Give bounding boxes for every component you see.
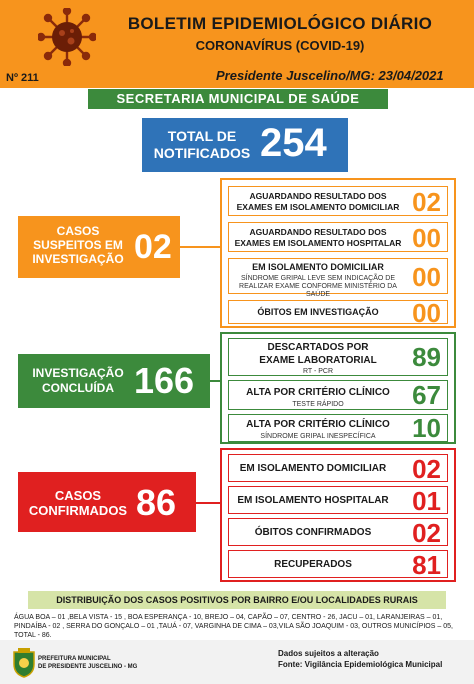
secretaria-bar: SECRETARIA MUNICIPAL DE SAÚDE [88,89,388,109]
place-date: Presidente Juscelino/MG: 23/04/2021 [216,68,444,83]
detail-descartados: DESCARTADOS POR EXAME LABORATORIAL RT - PCR 89 [228,338,448,376]
total-value: 254 [260,121,327,165]
concluida-label: INVESTIGAÇÃO CONCLUÍDA [32,366,124,395]
confirmados-value: 86 [136,482,177,523]
total-notificados-box [142,118,348,172]
municipal-crest-icon [12,648,36,678]
detail-conf-domiciliar: EM ISOLAMENTO DOMICILIAR 02 [228,454,448,482]
suspeitos-label: CASOS SUSPEITOS EM INVESTIGAÇÃO [32,224,124,266]
distribuicao-title: DISTRIBUIÇÃO DOS CASOS POSITIVOS POR BAIRRO E/OU LOCALIDADES RURAIS [28,591,446,609]
detail-aguardando-domiciliar: AGUARDANDO RESULTADO DOS EXAMES EM ISOLAMENTO DOMICILIAR 02 [228,186,448,216]
confirmados-label: CASOS CONFIRMADOS [28,488,128,518]
connector [180,246,220,248]
prefeitura-label: PREFEITURA MUNICIPAL DE PRESIDENTE JUSCELINO - MG [38,656,138,670]
bulletin-title: BOLETIM EPIDEMIOLÓGICO DIÁRIO [127,14,433,33]
suspeitos-details [220,178,456,328]
concluida-details [220,332,456,444]
confirmados-box [18,472,196,532]
detail-alta-teste-rapido: ALTA POR CRITÉRIO CLÍNICO TESTE RÁPIDO 67 [228,380,448,410]
detail-obitos-confirmados: ÓBITOS CONFIRMADOS 02 [228,518,448,546]
bulletin-number: Nº 211 [6,72,39,84]
connector [196,502,220,504]
concluida-box [18,354,210,408]
suspeitos-value: 02 [134,228,172,266]
detail-aguardando-hospitalar: AGUARDANDO RESULTADO DOS EXAMES EM ISOLAMENTO HOSPITALAR 00 [228,222,448,252]
distribuicao-text: ÁGUA BOA – 01 ,BELA VISTA - 15 , BOA ESPERANÇA - 10, BREJO – 04, CAPÃO – 07, CENTRO - 26, JACU – 01, LARANJEIRAS – 01, PINDAÍBA - 02 , SERRA DO GONÇALO – 01 ,TAUÁ - 07, VARGINHA DE CIMA – 03,VILA SÃO JOAQUIM - 03, OUTROS MUNICÍPIOS – 05, TOTAL - 86. [14,614,453,639]
confirmados-details [220,448,456,582]
total-label: TOTAL DE NOTIFICADOS [153,128,251,161]
suspeitos-box [18,216,180,278]
detail-conf-hospitalar: EM ISOLAMENTO HOSPITALAR 01 [228,486,448,514]
detail-alta-sindrome-gripal: ALTA POR CRITÉRIO CLÍNICO SÍNDROME GRIPAL INESPECÍFICA 10 [228,414,448,442]
detail-isolamento-domiciliar: EM ISOLAMENTO DOMICILIAR SÍNDROME GRIPAL LEVE SEM INDICAÇÃO DE REALIZAR EXAME CONFORME MINISTÉRIO DA SAÚDE 00 [228,258,448,294]
connector [210,380,220,382]
bulletin-subtitle: CORONAVÍRUS (COVID-19) [195,38,365,53]
concluida-value: 166 [134,360,195,401]
detail-recuperados: RECUPERADOS 81 [228,550,448,578]
virus-icon [38,8,96,66]
detail-obitos-investigacao: ÓBITOS EM INVESTIGAÇÃO 00 [228,300,448,324]
footer-note: Dados sujeitos a alteração Fonte: Vigilância Epidemiológica Municipal [278,649,443,669]
